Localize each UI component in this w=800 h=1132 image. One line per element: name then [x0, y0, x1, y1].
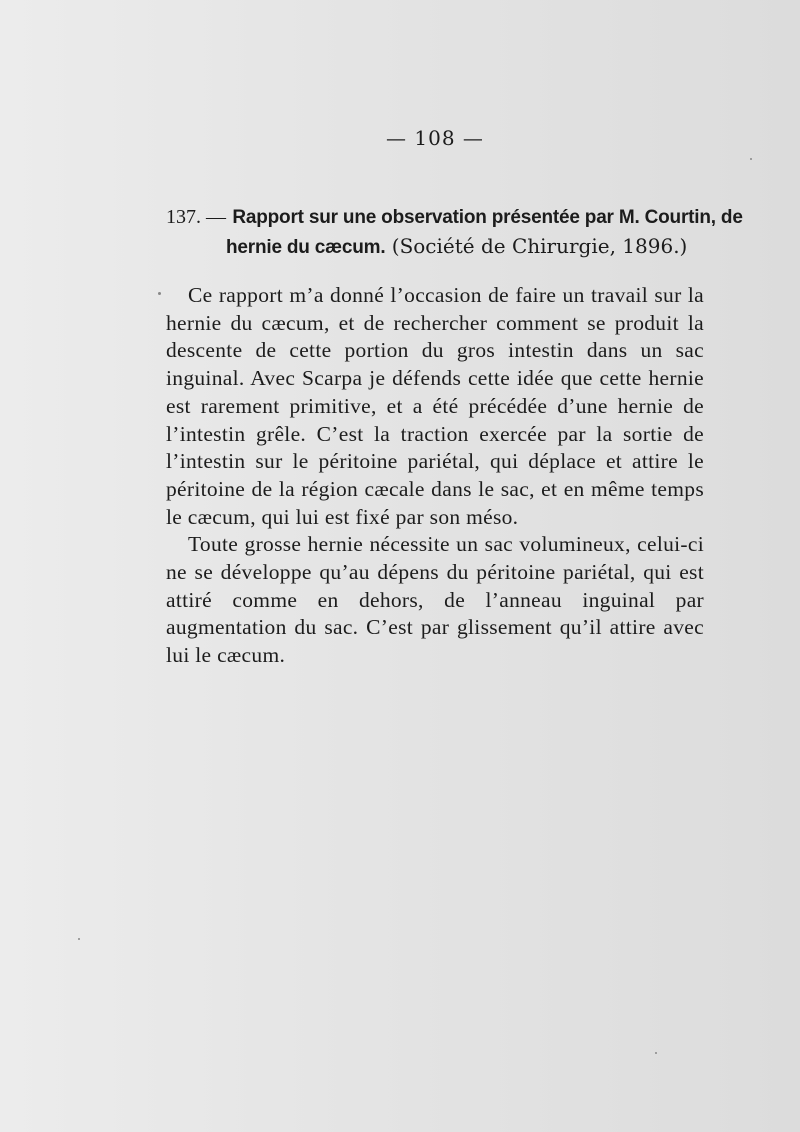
page-number: — 108 —	[386, 126, 484, 150]
entry-source: (Société de Chirurgie, 1896.)	[391, 234, 688, 258]
body-text	[166, 282, 704, 670]
entry-heading-continuation	[166, 232, 706, 262]
entry-number: 137. —	[166, 206, 226, 228]
scan-speck	[78, 938, 80, 940]
paragraph: Ce rapport m’a donné l’occasion de faire un travail sur la hernie du cæcum, et de rechercher comment se produit la descente de cette portion du gros intestin dans un sac inguinal. Avec Scarpa je défends cette idée que cette hernie est rarement primitive, et a été précédée d’une hernie de l’intestin grêle. C’est la traction exercée par la sortie de l’intestin sur le péritoine pariétal, qui déplace et attire le péritoine de la région cæcale dans le sac, et en même temps le cæcum, qui lui est fixé par son méso.	[166, 283, 704, 529]
entry-title: Rapport sur une observation présentée par M. Courtin, de	[232, 207, 743, 228]
scan-speck	[158, 292, 161, 295]
scan-speck	[750, 158, 752, 160]
bibliography-entry	[166, 202, 743, 262]
paragraph: Toute grosse hernie nécessite un sac volumineux, celui-ci ne se développe qu’au dépens du péritoine pariétal, qui est attiré comme en dehors, de l’anneau inguinal par augmentation du sac. C’est par glissement qu’il attire avec lui le cæcum.	[166, 532, 704, 668]
entry-title-continuation: hernie du cæcum.	[226, 237, 386, 258]
scan-speck	[655, 1052, 657, 1054]
entry-heading-line	[166, 202, 743, 232]
